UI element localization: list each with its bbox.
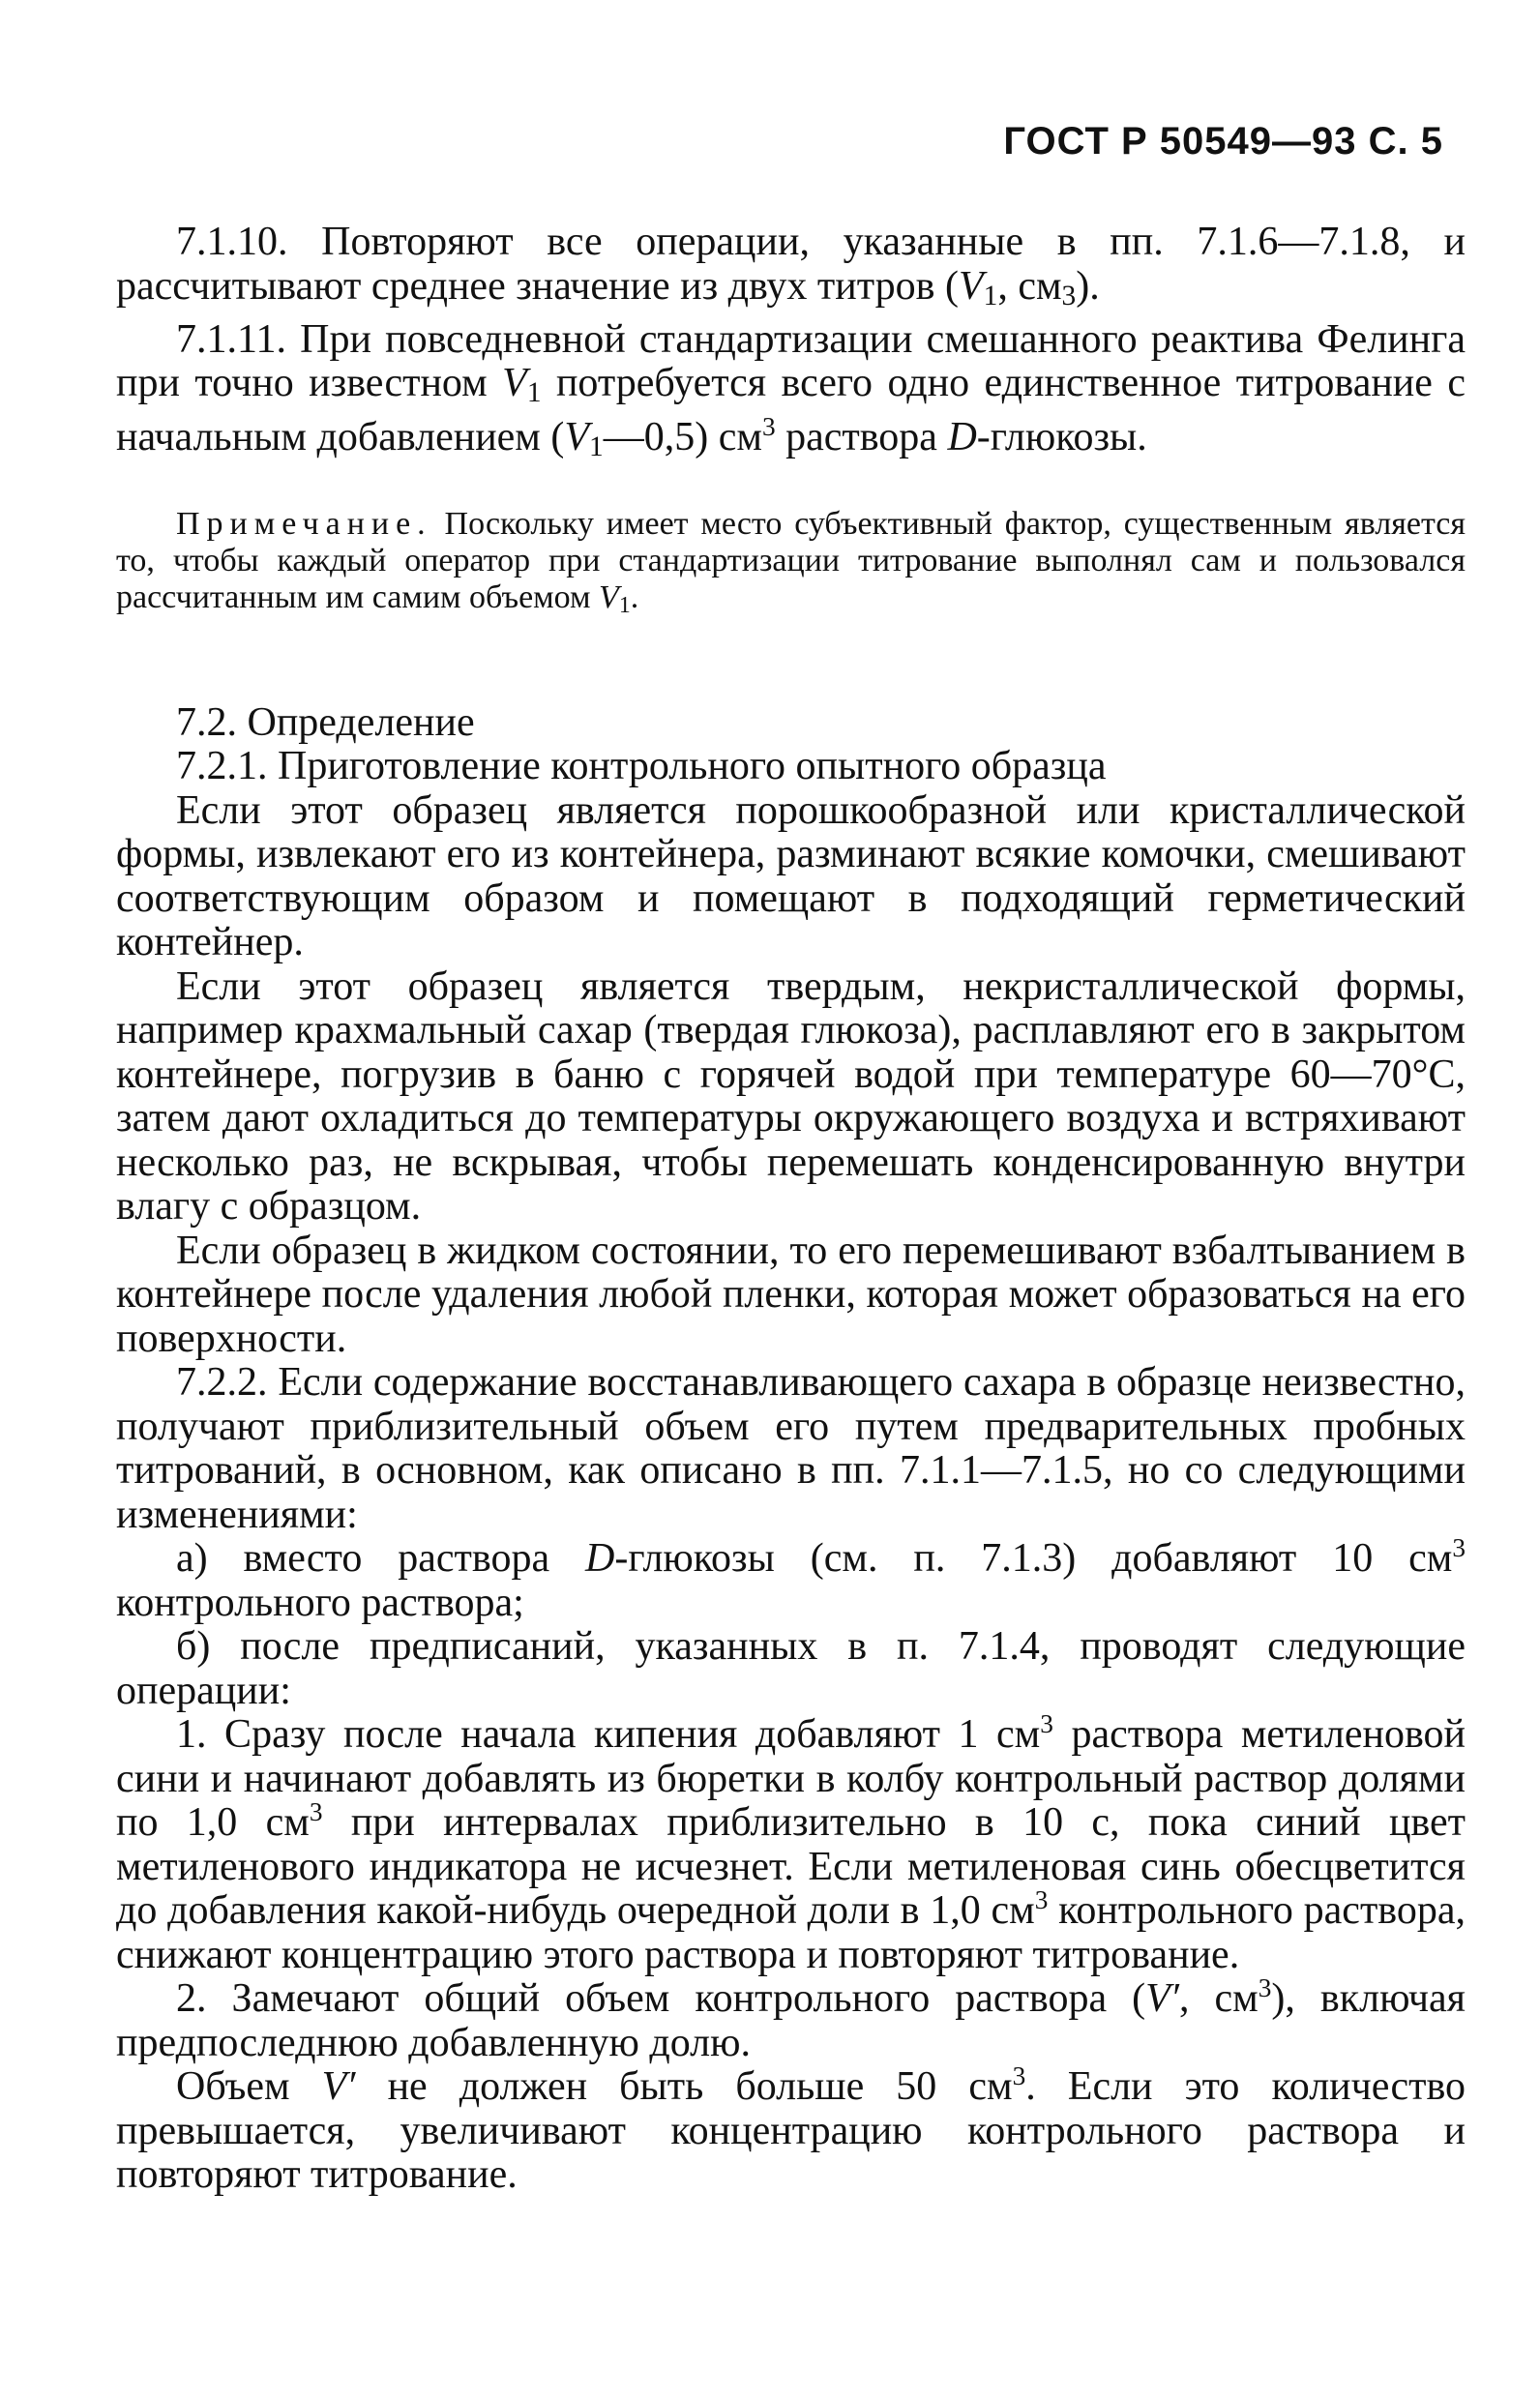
subscript: 1	[983, 280, 998, 311]
text-segment: 7.1.10. Повторяют все операции, указанные в пп. 7.1.6—7.1.8, и рассчитывают среднее значение из двух титров (	[116, 220, 1466, 309]
text-segment: при интервалах приблизительно в 10 с, пока синий цвет метиленового индикатора не исчезнет. Если метиленовая синь обесцветится до добавления какой-нибудь очередной доли в 1,0 см	[116, 1800, 1466, 1934]
superscript: 3	[309, 1797, 323, 1827]
text-segment: 7.1.11. При повседневной стандартизации смешанного реактива Фелинга при точно известном	[116, 316, 1466, 406]
list-item-b: б) после предписаний, указанных в п. 7.1.4, проводят следующие операции:	[116, 1624, 1466, 1713]
text-segment: контрольного раствора, снижают концентрацию этого раствора и повторяют титрование.	[116, 1888, 1466, 1977]
text-segment: Поскольку имеет место субъективный фактор, существенным является то, чтобы каждый оператор при стандартизации титрование выполнял сам и пользовался рассчитанным им самим объемом	[116, 506, 1466, 616]
paragraph-7-1-10	[116, 221, 1466, 318]
variable-v: V	[599, 579, 619, 616]
subscript: 3	[1061, 280, 1077, 311]
variable-v-prime: V′	[321, 2064, 356, 2110]
text-segment: , см	[1178, 1976, 1259, 2022]
text-segment: .	[630, 579, 639, 616]
text-segment: Объем	[176, 2064, 322, 2110]
subscript: 1	[526, 377, 542, 409]
text-segment: —0,5) см	[603, 414, 762, 459]
paragraph-solid-sample: Если этот образец является твердым, некристаллической формы, например крахмальный сахар (твердая глюкоза), расплавляют его в закрытом контейнере, погрузив в баню с горячей водой при температуре 60—70°С, затем дают охладиться до температуры окружающего воздуха и встряхивают несколько раз, не вскрывая, чтобы перемешать конденсированную внутри влагу с образцом.	[116, 963, 1466, 1230]
text-segment: -глюкозы.	[976, 414, 1147, 459]
section-heading-7-2-1: 7.2.1. Приготовление контрольного опытного образца	[176, 744, 1107, 789]
text-segment: контрольного раствора;	[116, 1580, 524, 1625]
paragraph-powder-sample: Если этот образец является порошкообразной или кристаллической формы, извлекают его из контейнера, разминают всякие комочки, смешивают соответствующим образом и помещают в подходящий герметический контейнер.	[116, 787, 1466, 965]
paragraph-7-2-2: 7.2.2. Если содержание восстанавливающего сахара в образце неизвестно, получают приблизительный объем его путем предварительных пробных титрований, в основном, как описано в пп. 7.1.1—7.1.5, но со следующими изменениями:	[116, 1360, 1466, 1537]
text-segment: ), включая предпоследнюю добавленную долю.	[116, 1976, 1466, 2065]
text-segment: а) вместо раствора	[176, 1536, 586, 1582]
superscript: 3	[1452, 1533, 1466, 1563]
text-segment: потребуется всего одно единственное титрование с начальным добавлением (	[116, 361, 1466, 459]
text-segment: 2. Замечают общий объем контрольного раствора (	[176, 1976, 1146, 2022]
text-segment: , см	[997, 263, 1062, 309]
subscript: 1	[589, 430, 604, 462]
text-segment: раствора метиленовой сини и начинают добавлять из бюретки в колбу контрольный раствор долями по 1,0 см	[116, 1712, 1466, 1846]
note-paragraph	[116, 506, 1466, 624]
variable-v: V	[958, 263, 984, 309]
variable-v: V	[502, 361, 527, 406]
paragraph-liquid-sample: Если образец в жидком состоянии, то его перемешивают взбалтыванием в контейнере после удаления любой пленки, которая может образоваться на его поверхности.	[116, 1228, 1466, 1361]
paragraph-volume-limit	[116, 2061, 1466, 2198]
superscript: 3	[1258, 1973, 1272, 2003]
paragraph-7-1-11	[116, 318, 1466, 469]
variable-d: D	[947, 414, 977, 459]
variable-d: D	[585, 1536, 615, 1582]
text-segment: 1. Сразу после начала кипения добавляют 1 см	[176, 1712, 1041, 1758]
superscript: 3	[761, 411, 776, 441]
text-segment: -глюкозы (см. п. 7.1.3) добавляют 10 см	[614, 1536, 1453, 1582]
document-body	[116, 221, 1466, 2198]
superscript: 3	[1012, 2061, 1026, 2091]
section-heading-7-2: 7.2. Определение	[176, 699, 475, 745]
step-1	[116, 1709, 1466, 1977]
page-header: ГОСТ Р 50549—93 С. 5	[1003, 120, 1443, 163]
step-2	[116, 1973, 1466, 2065]
subscript: 1	[618, 592, 631, 618]
list-item-a	[116, 1533, 1466, 1625]
text-segment: . Если это количество превышается, увеличивают концентрацию контрольного раствора и повторяют титрование.	[116, 2064, 1466, 2198]
variable-v-prime: V′	[1145, 1976, 1179, 2022]
text-segment: раствора	[775, 414, 948, 459]
text-segment: не должен быть больше 50 см	[355, 2064, 1013, 2110]
variable-v: V	[564, 414, 590, 459]
superscript: 3	[1040, 1709, 1053, 1739]
superscript: 3	[1034, 1885, 1049, 1915]
note-label: Примечание.	[176, 506, 432, 543]
text-segment: ).	[1076, 263, 1100, 309]
